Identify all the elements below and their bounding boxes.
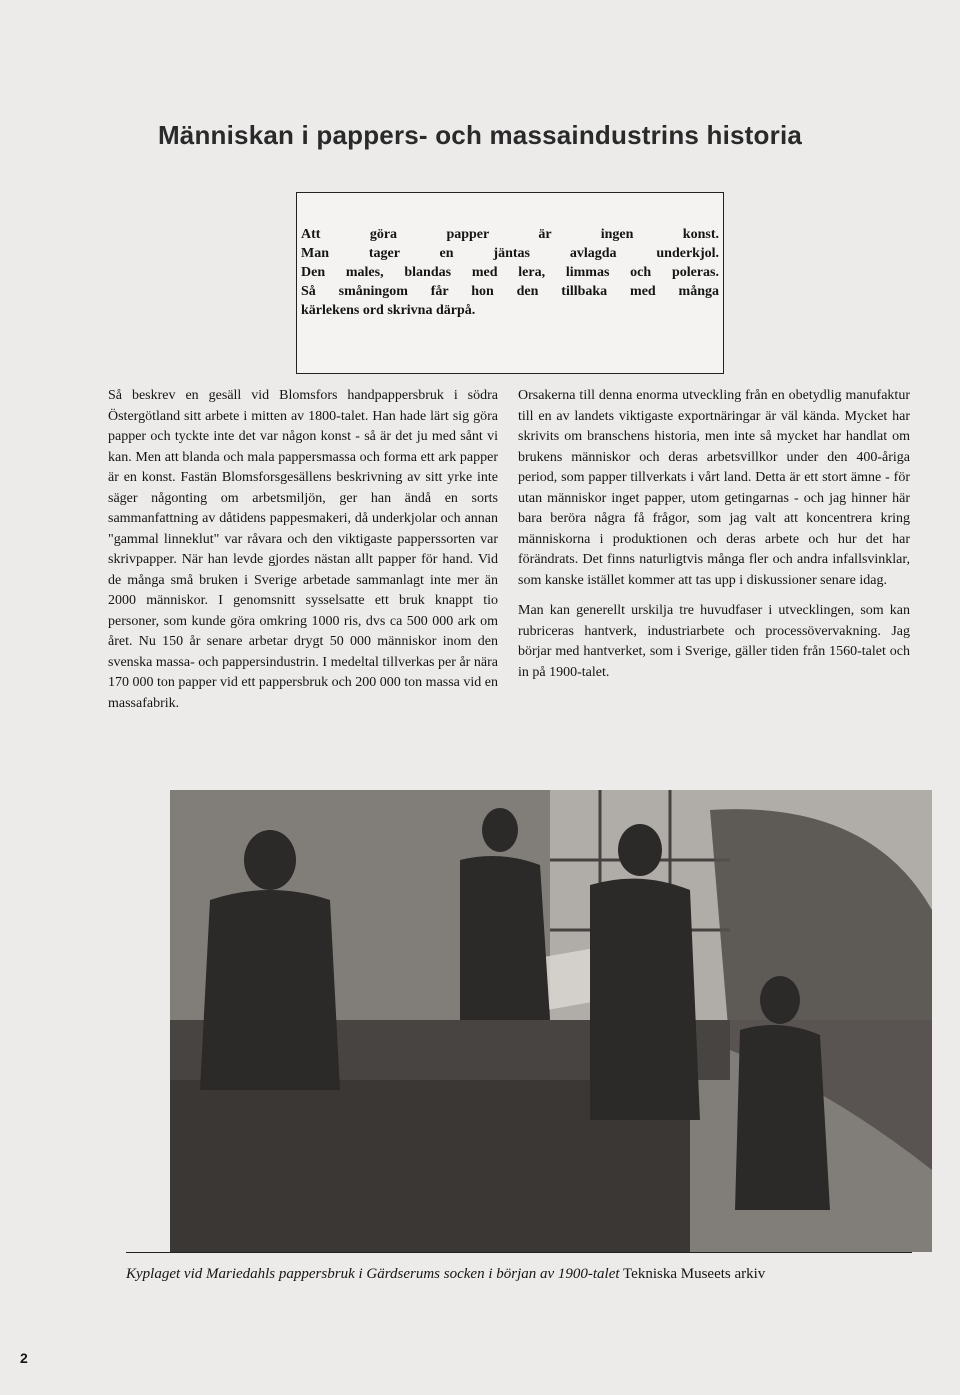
caption-text: Kyplaget vid Mariedahls pappersbruk i Gärdserums socken i början av 1900-talet [126, 1266, 620, 1282]
photo-caption [126, 1264, 912, 1284]
poem-line: Den males, blandas med lera, limmas och poleras. [301, 265, 719, 280]
caption-divider [126, 1252, 912, 1253]
poem-box [296, 192, 724, 374]
poem-line: kärlekens ord skrivna därpå. [301, 303, 476, 318]
page-number: 2 [20, 1350, 28, 1366]
page-title: Människan i pappers- och massaindustrins historia [157, 120, 803, 150]
left-paragraph: Så beskrev en gesäll vid Blomsfors handpappersbruk i södra Östergötland sitt arbete i mitten av 1800-talet. Han hade lärt sig göra papper och tyckte inte det var någon konst - så är det ju med sånt vi kan. Men att blanda och mala pappersmassa och forma ett ark papper är en konst. Fastän Blomsforsgesällens beskrivning av sitt yrke inte säger någonting om arbetsmiljön, ger han ändå en sorts sammanfattning av dåtidens pappesmakeri, då underkjolar och annan "gammal linneklut" var råvara och den viktigaste papperssorten var skrivpapper. När han levde gjordes nästan allt papper för hand. Vid de många små bruken i Sverige arbetade sammanlagt inte mer än 2000 människor. I genomsnitt sysselsatte ett bruk knappt tio personer, som kunde göra omkring 1000 ris, dvs ca 500 000 ark om året. Nu 150 år senare arbetar drygt 50 000 människor inom den svenska massa- och pappersindustrin. I medeltal tillverkas per år nära 170 000 ton papper vid ett pappersbruk och 200 000 ton massa vid en massafabrik. [108, 388, 498, 711]
poem-line: Så småningom får hon den tillbaka med många [301, 284, 719, 299]
right-paragraph-1: Orsakerna till denna enorma utveckling från en obetydlig manufaktur till en av landets viktigaste exportnäringar är väl kända. Mycket har skrivits om branschens historia, men inte så mycket har handlat om brukens människor och deras arbetsvillkor under den 400-åriga period, som papper tillverkats i vårt land. Detta är ett stort ämne - för utan människor inget papper, utom getingarnas - och jag hinner här bara beröra några få frågor, som jag valt att koncentrera kring människorna i produktionen och deras arbete och hur det har förändrats. Det finns naturligtvis många fler och andra infallsvinklar, som kanske istället kommer att tas upp i diskussioner senare idag. [518, 388, 910, 588]
poem-line: Man tager en jäntas avlagda underkjol. [301, 246, 719, 261]
photo-illustration [170, 790, 932, 1252]
historical-photo [170, 790, 932, 1252]
left-column [108, 386, 498, 724]
right-column [518, 386, 910, 693]
photo-haze [170, 790, 932, 1252]
poem-line: Att göra papper är ingen konst. [301, 227, 719, 242]
caption-credit: Tekniska Museets arkiv [623, 1266, 766, 1282]
right-paragraph-2: Man kan generellt urskilja tre huvudfaser i utvecklingen, som kan rubriceras hantverk, industriarbete och processövervakning. Jag börjar med hantverket, som i Sverige, gäller tiden från 1560-talet och in på 1900-talet. [518, 603, 910, 680]
